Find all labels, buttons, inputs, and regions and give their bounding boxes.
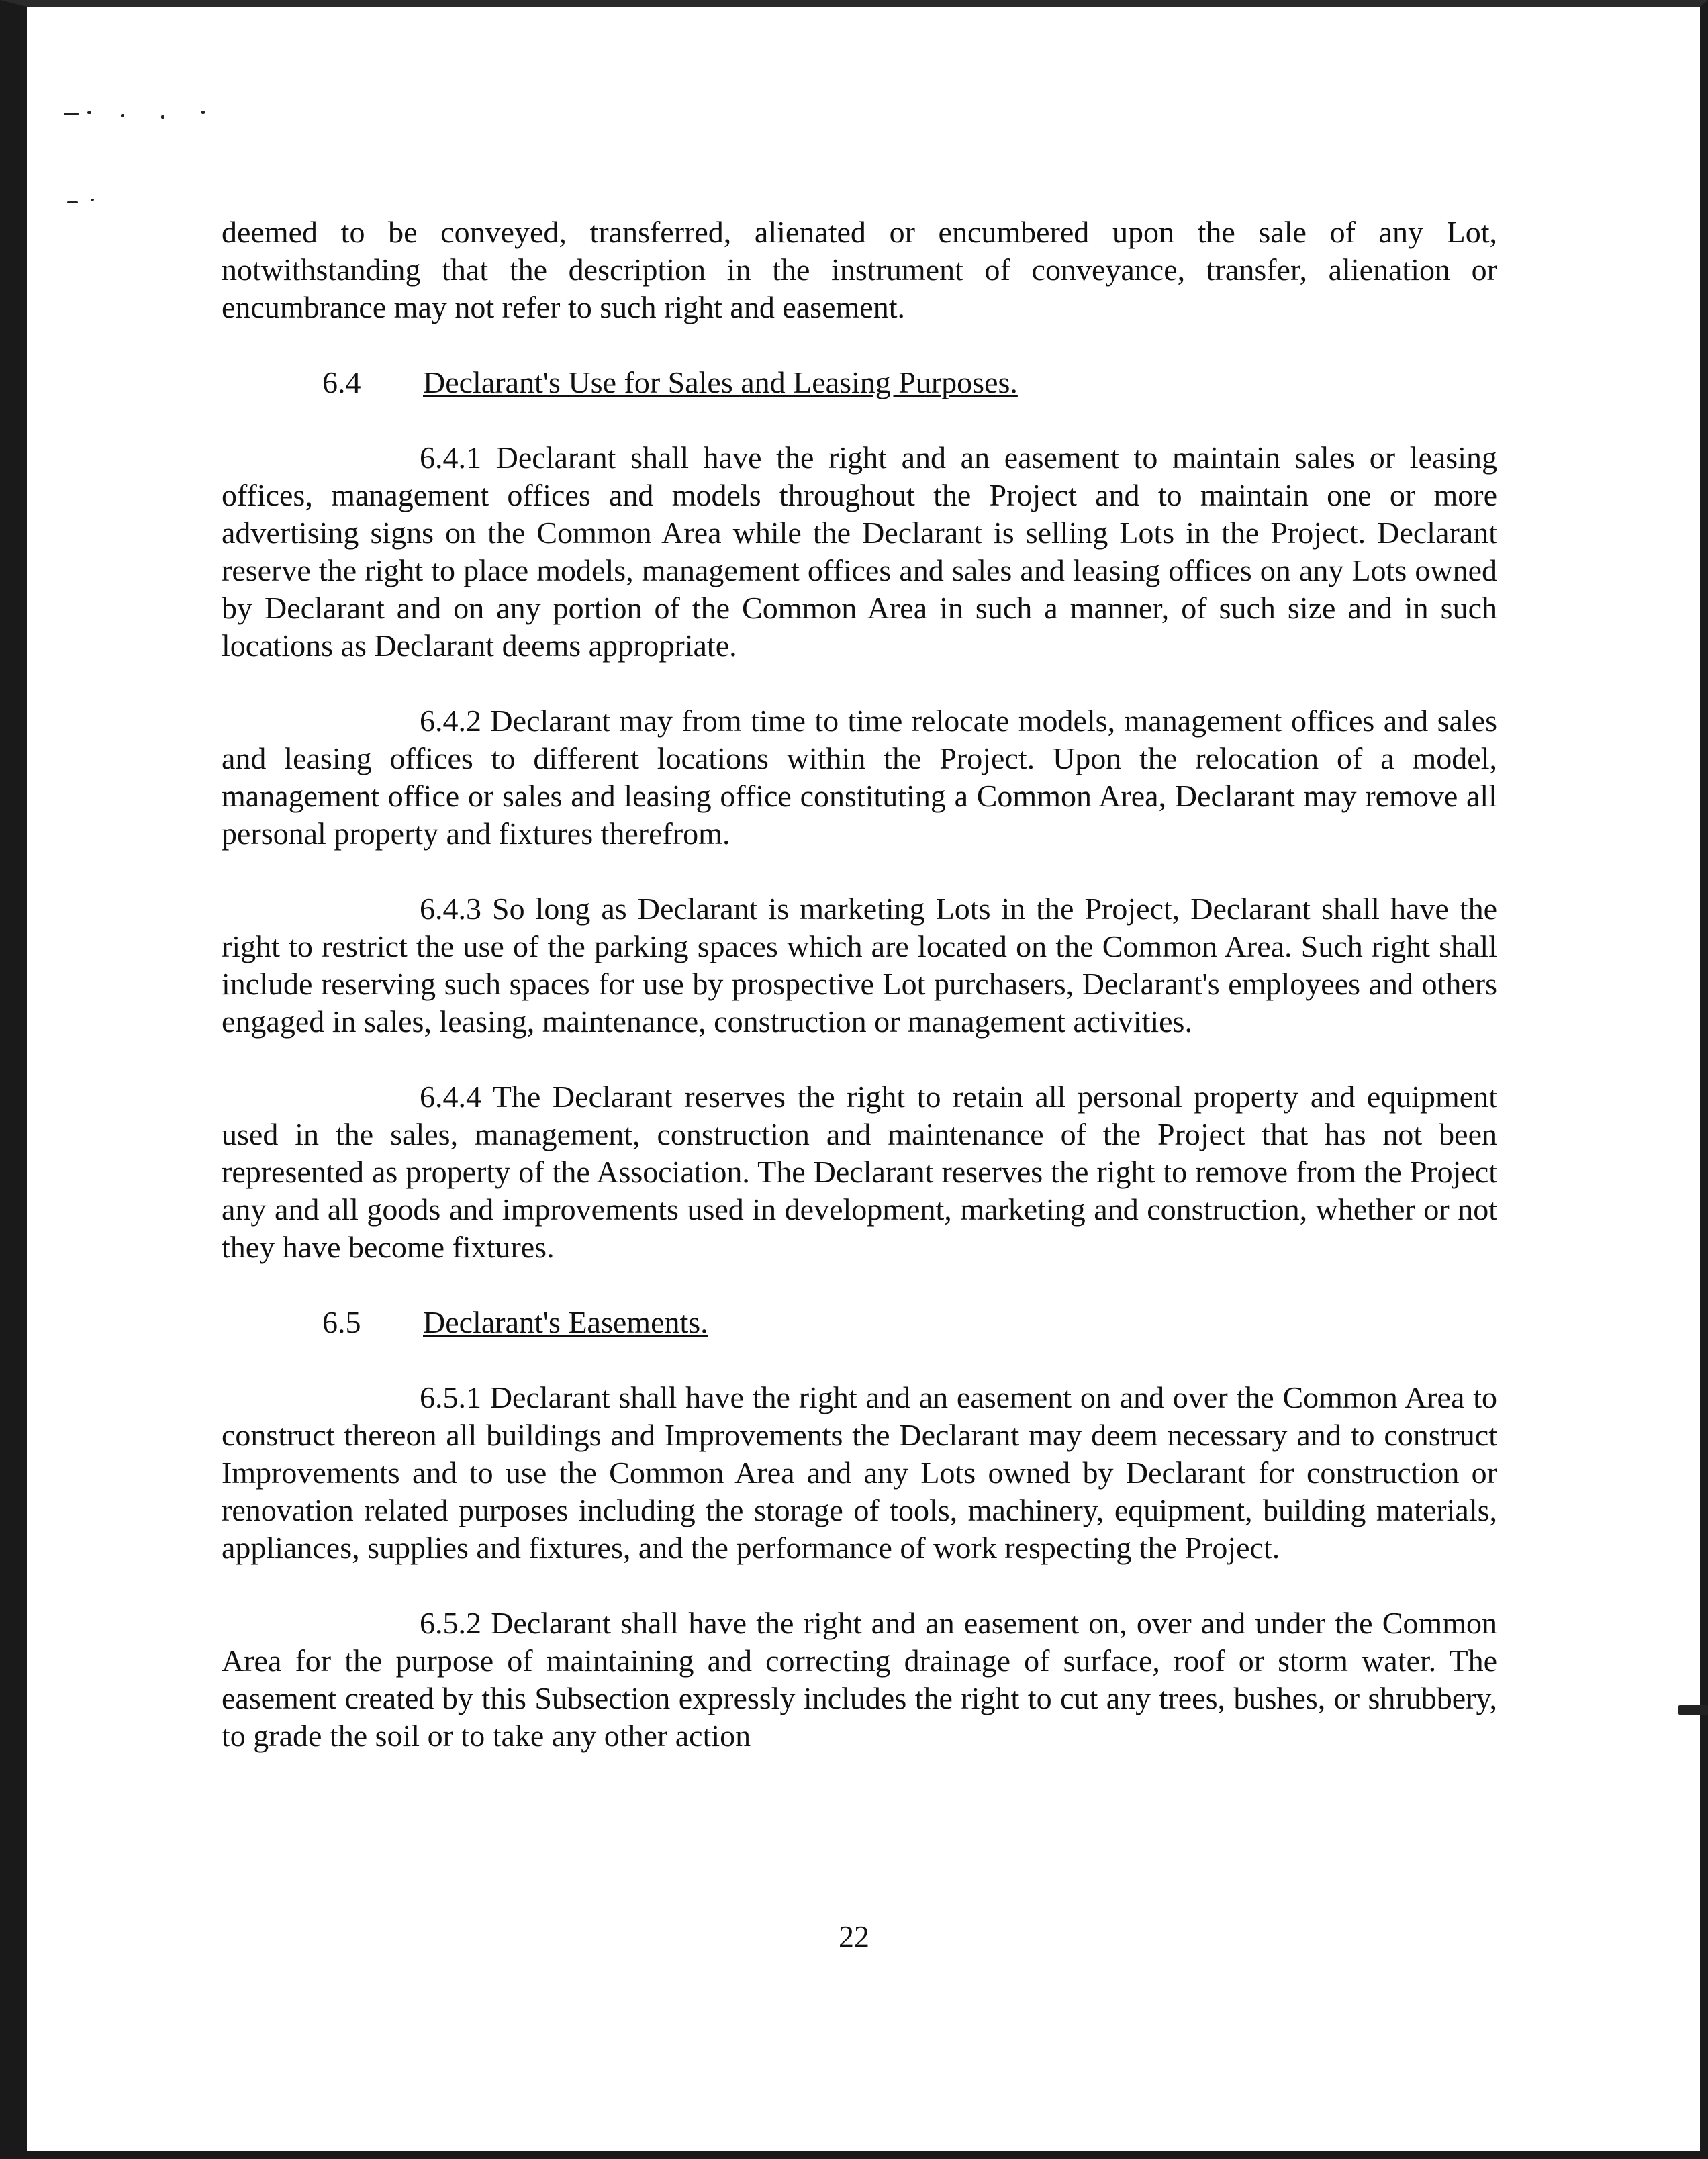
- page-number: 22: [839, 1919, 869, 1954]
- scan-speck: [1678, 1705, 1708, 1715]
- scan-speck: [161, 115, 164, 119]
- scan-speck: [201, 111, 205, 114]
- scan-speck: [91, 199, 94, 201]
- body-paragraph: 6.4.2 Declarant may from time to time relocate models, management offices and sales and leasing offices to different locations within the Project. Upon the relocation of a model, management office or sales and leasing office constituting a Common Area, Declarant may remove all personal property and fixtures therefrom.: [222, 704, 1497, 851]
- section-number: 6.4: [322, 365, 361, 399]
- scan-speck: [64, 113, 79, 115]
- scan-speck: [67, 201, 78, 203]
- body-paragraph: 6.4.3 So long as Declarant is marketing Lots in the Project, Declarant shall have the right to restrict the use of the parking spaces which are located on the Common Area. Such right shall include reserving such spaces for use by prospective Lot purchasers, Declarant's employees and others engaged in sales, leasing, maintenance, construction or management activities.: [222, 892, 1497, 1039]
- document-body: [222, 213, 1497, 1792]
- section-heading: [222, 364, 1497, 401]
- body-paragraph: deemed to be conveyed, transferred, alienated or encumbered upon the sale of any Lot, notwithstanding that the description in the instrument of conveyance, transfer, alienation or encumbrance may not refer to such right and easement.: [222, 215, 1497, 324]
- body-paragraph: 6.5.2 Declarant shall have the right and an easement on, over and under the Common Area for the purpose of maintaining and correcting drainage of surface, roof or storm water. The easement created by this Subsection expressly includes the right to cut any trees, bushes, or shrubbery, to grade the soil or to take any other action: [222, 1606, 1497, 1753]
- scan-speck: [87, 111, 91, 114]
- section-title: Declarant's Easements.: [423, 1305, 708, 1339]
- section-heading: [222, 1304, 1497, 1341]
- body-paragraph: 6.4.1 Declarant shall have the right and an easement to maintain sales or leasing offices, management offices and models throughout the Project and to maintain one or more advertising signs on the Common Area while the Declarant is selling Lots in the Project. Declarant reserve the right to place models, management offices and sales and leasing offices on any Lots owned by Declarant and on any portion of the Common Area in such a manner, of such size and in such locations as Declarant deems appropriate.: [222, 440, 1497, 663]
- section-number: 6.5: [322, 1305, 361, 1339]
- body-paragraph: 6.5.1 Declarant shall have the right and an easement on and over the Common Area to construct thereon all buildings and Improvements the Declarant may deem necessary and to construct Improvements and to use the Common Area and any Lots owned by Declarant for construction or renovation related purposes including the storage of tools, machinery, equipment, building materials, appliances, supplies and fixtures, and the performance of work respecting the Project.: [222, 1380, 1497, 1565]
- scan-speck: [121, 114, 124, 117]
- body-paragraph: 6.4.4 The Declarant reserves the right to retain all personal property and equipment used in the sales, management, construction and maintenance of the Project that has not been represented as property of the Association. The Declarant reserves the right to remove from the Project any and all goods and improvements used in development, marketing and construction, whether or not they have become fixtures.: [222, 1080, 1497, 1264]
- section-title: Declarant's Use for Sales and Leasing Purposes.: [423, 365, 1018, 399]
